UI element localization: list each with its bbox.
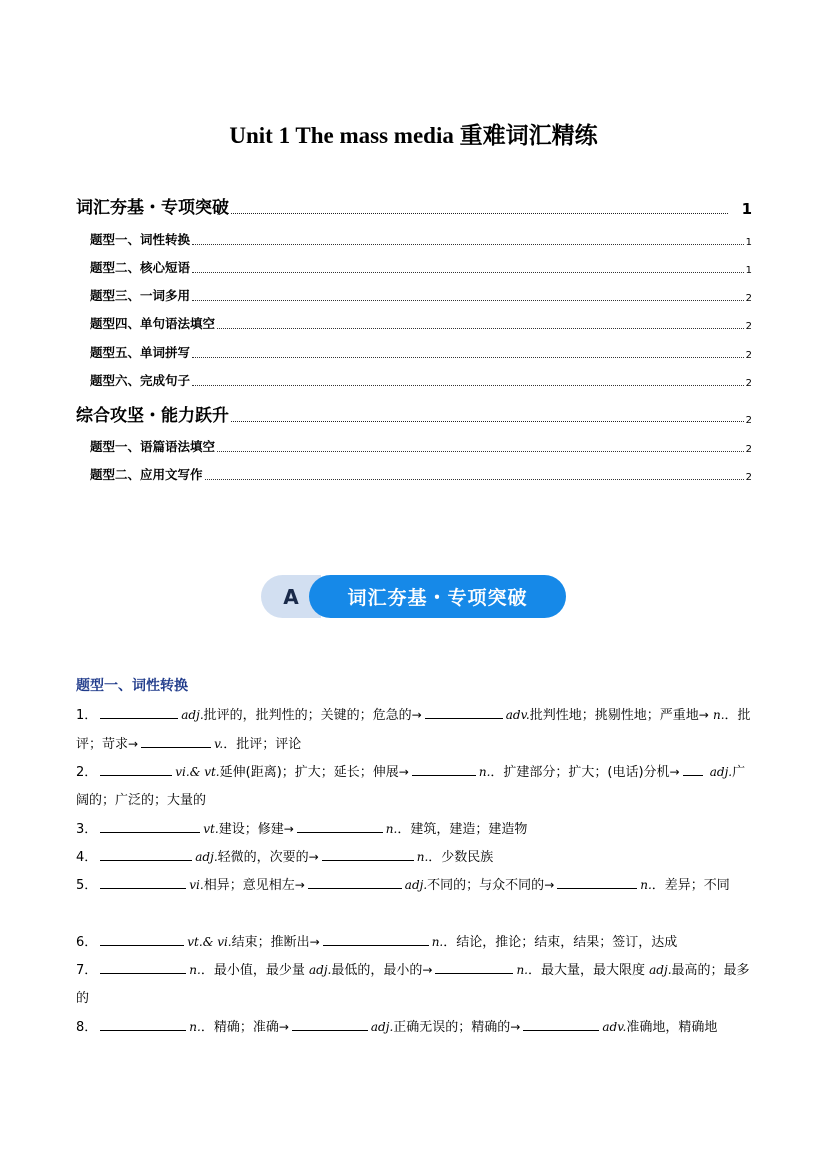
toc-entry-section-1[interactable] xyxy=(76,193,752,218)
answer-blank[interactable] xyxy=(100,931,184,946)
question-1 xyxy=(76,701,754,759)
arrow-icon: → xyxy=(544,878,555,892)
toc-page: 2 xyxy=(745,321,752,332)
section-badge: A xyxy=(261,575,321,618)
arrow-icon: → xyxy=(669,765,680,779)
section-banner xyxy=(261,575,566,618)
definition: ．精确；准确 xyxy=(200,1020,279,1035)
definition: ．建筑，建造；建造物 xyxy=(397,822,528,837)
toc-label: 题型五、单词拼写 xyxy=(90,345,191,360)
definition: ．扩建部分；扩大；(电话)分机 xyxy=(490,765,670,780)
answer-blank[interactable] xyxy=(141,733,211,748)
answer-blank[interactable] xyxy=(322,846,414,861)
arrow-icon: → xyxy=(698,708,709,722)
arrow-icon: → xyxy=(283,822,294,836)
toc-page: 2 xyxy=(745,472,752,483)
definition: 最高的；最多的 xyxy=(76,963,750,1006)
definition: ．少数民族 xyxy=(428,850,494,865)
question-number: 4． xyxy=(76,850,98,865)
arrow-icon: → xyxy=(294,878,305,892)
definition: ．差异；不同 xyxy=(651,878,730,893)
toc-entry[interactable] xyxy=(90,286,752,304)
definition: 结束；推断出 xyxy=(231,935,310,950)
toc-entry[interactable] xyxy=(90,437,752,455)
question-4 xyxy=(76,843,754,872)
toc-label: 题型一、词性转换 xyxy=(90,232,191,247)
answer-blank[interactable] xyxy=(425,704,503,719)
part-of-speech: adj. xyxy=(404,878,428,892)
toc-leader xyxy=(192,300,744,301)
toc-page: 1 xyxy=(741,200,752,218)
definition: 轻微的，次要的 xyxy=(217,850,309,865)
part-of-speech: adj. xyxy=(649,963,672,977)
toc-label: 题型一、语篇语法填空 xyxy=(90,439,216,454)
arrow-icon: → xyxy=(422,963,433,977)
answer-blank[interactable] xyxy=(323,931,429,946)
definition: ．最大量，最大限度 xyxy=(527,963,645,978)
part-of-speech: vt. xyxy=(203,822,219,836)
question-number: 8． xyxy=(76,1020,98,1035)
toc-label: 题型二、应用文写作 xyxy=(90,467,203,482)
answer-blank[interactable] xyxy=(100,846,192,861)
part-of-speech: n. xyxy=(712,708,725,722)
part-of-speech: n. xyxy=(189,1020,201,1034)
answer-blank[interactable] xyxy=(308,874,402,889)
toc-leader xyxy=(192,244,744,245)
question-8 xyxy=(76,1013,754,1042)
answer-blank[interactable] xyxy=(100,1016,186,1031)
part-of-speech: n. xyxy=(431,935,444,949)
toc-entry[interactable] xyxy=(90,371,752,389)
answer-blank[interactable] xyxy=(100,818,200,833)
part-of-speech: adj. xyxy=(709,765,733,779)
question-5 xyxy=(76,871,754,900)
toc-label: 题型四、单句语法填空 xyxy=(90,316,216,331)
definition: ．结论，推论；结束，结果；签订，达成 xyxy=(443,935,678,950)
part-of-speech: vt.& vi. xyxy=(187,935,232,949)
arrow-icon: → xyxy=(278,1020,289,1034)
question-3 xyxy=(76,815,754,844)
toc-entry-section-2[interactable] xyxy=(76,401,752,426)
document-title: Unit 1 The mass media 重难词汇精练 xyxy=(229,123,598,148)
part-of-speech: n. xyxy=(640,878,652,892)
toc-entry[interactable] xyxy=(90,343,752,361)
definition: 批判性地；挑剔性地；严重地 xyxy=(529,708,699,723)
part-of-speech: n. xyxy=(478,765,491,779)
toc-label: 题型六、完成句子 xyxy=(90,373,191,388)
toc-page: 1 xyxy=(745,265,752,276)
part-of-speech: n. xyxy=(416,850,429,864)
toc-leader xyxy=(192,272,744,273)
answer-blank[interactable] xyxy=(523,1016,599,1031)
definition: 最低的，最小的 xyxy=(331,963,423,978)
arrow-icon: → xyxy=(411,708,422,722)
answer-blank[interactable] xyxy=(435,959,513,974)
part-of-speech: adj. xyxy=(370,1020,394,1034)
part-of-speech: vi.& vt. xyxy=(175,765,220,779)
definition: ．批评；评论 xyxy=(223,737,302,752)
arrow-icon: → xyxy=(510,1020,521,1034)
toc-entry[interactable] xyxy=(90,230,752,248)
definition: 正确无误的；精确的 xyxy=(393,1020,511,1035)
answer-blank[interactable] xyxy=(412,761,476,776)
toc-entry[interactable] xyxy=(90,314,752,332)
toc-leader xyxy=(231,421,744,422)
toc-entry[interactable] xyxy=(90,465,752,483)
toc-leader xyxy=(192,385,744,386)
toc-page: 2 xyxy=(745,444,752,455)
answer-blank[interactable] xyxy=(100,874,186,889)
question-number: 7． xyxy=(76,963,98,978)
definition: 相异；意见相左 xyxy=(203,878,295,893)
toc-leader xyxy=(217,451,744,452)
answer-blank[interactable] xyxy=(100,761,172,776)
toc-page: 2 xyxy=(745,293,752,304)
question-number: 1． xyxy=(76,708,98,723)
arrow-icon: → xyxy=(398,765,409,779)
part-of-speech: adj. xyxy=(195,850,218,864)
answer-blank[interactable] xyxy=(683,761,703,776)
part-of-speech: vi. xyxy=(189,878,204,892)
toc-entry[interactable] xyxy=(90,258,752,276)
part-of-speech: n. xyxy=(189,963,201,977)
answer-blank[interactable] xyxy=(292,1016,368,1031)
toc-page: 2 xyxy=(745,378,752,389)
question-2 xyxy=(76,758,754,815)
question-number: 5． xyxy=(76,878,98,893)
definition: 不同的；与众不同的 xyxy=(427,878,545,893)
toc-leader xyxy=(231,213,728,214)
question-7 xyxy=(76,956,754,1013)
section-banner-label: 词汇夯基・专项突破 xyxy=(309,575,566,618)
arrow-icon: → xyxy=(309,935,320,949)
part-of-speech: adj. xyxy=(308,963,332,977)
toc-page: 2 xyxy=(745,350,752,361)
definition: 建设；修建 xyxy=(218,822,284,837)
toc-leader xyxy=(192,357,744,358)
definition: ．批评；苛求 xyxy=(76,708,751,752)
toc-label: 题型二、核心短语 xyxy=(90,260,191,275)
toc-leader xyxy=(217,328,744,329)
answer-blank[interactable] xyxy=(297,818,383,833)
question-number: 2． xyxy=(76,765,98,780)
toc-label: 题型三、一词多用 xyxy=(90,288,191,303)
part-of-speech: v. xyxy=(214,737,224,751)
question-6 xyxy=(76,928,754,957)
part-of-speech: adv. xyxy=(602,1020,627,1034)
section-heading: 题型一、词性转换 xyxy=(76,678,188,694)
definition: 批评的，批判性的；关键的；危急的 xyxy=(203,708,412,723)
question-number: 6． xyxy=(76,935,98,950)
toc-page: 2 xyxy=(745,415,752,426)
arrow-icon: → xyxy=(128,737,139,751)
definition: 延伸(距离)；扩大；延长；伸展 xyxy=(219,765,399,780)
toc-leader xyxy=(205,479,744,480)
definition: 广阔的；广泛的；大量的 xyxy=(76,765,746,808)
answer-blank[interactable] xyxy=(557,874,637,889)
definition: 准确地，精确地 xyxy=(626,1020,718,1035)
answer-blank[interactable] xyxy=(100,959,186,974)
definition: ．最小值，最少量 xyxy=(200,963,305,978)
part-of-speech: adj. xyxy=(181,708,204,722)
part-of-speech: n. xyxy=(516,963,528,977)
question-number: 3． xyxy=(76,822,98,837)
toc-page: 1 xyxy=(745,237,752,248)
answer-blank[interactable] xyxy=(100,704,178,719)
part-of-speech: adv. xyxy=(505,708,530,722)
part-of-speech: n. xyxy=(385,822,398,836)
toc-label: 词汇夯基・专项突破 xyxy=(76,198,229,218)
toc-label: 综合攻坚・能力跃升 xyxy=(76,406,229,426)
arrow-icon: → xyxy=(308,850,319,864)
